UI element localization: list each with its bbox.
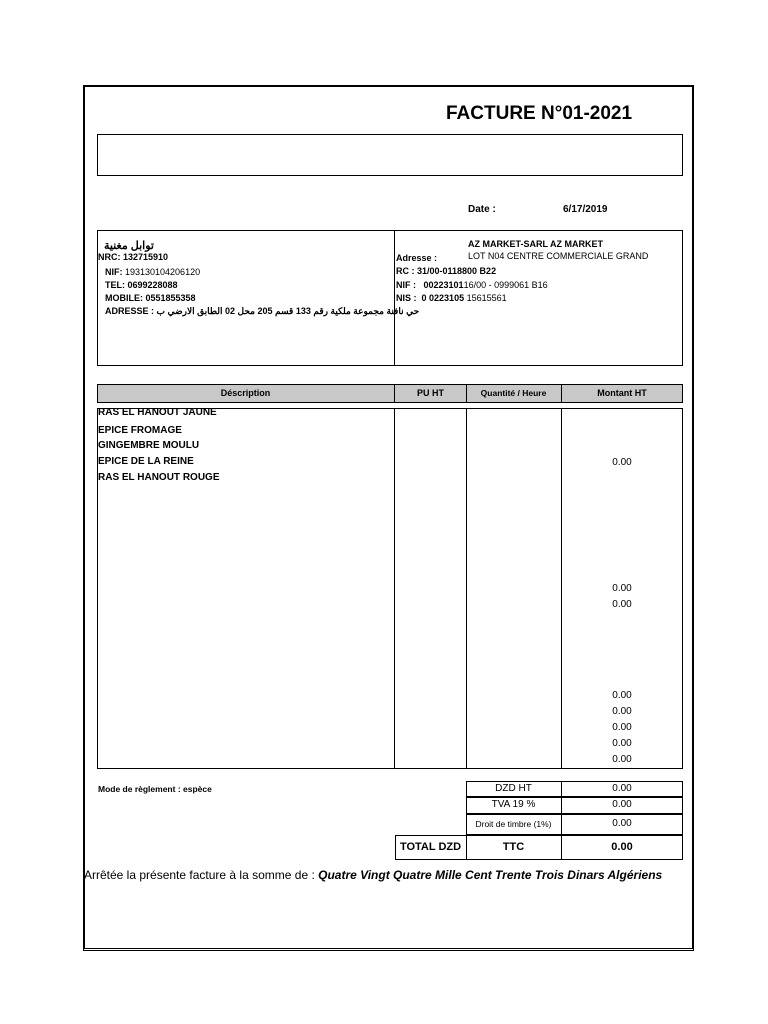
timbre-value: 0.00 — [612, 818, 632, 829]
body-divider-1 — [394, 408, 395, 769]
seller-nis-bold: 0 0223105 — [421, 293, 465, 303]
client-mobile: MOBILE: 0551855358 — [105, 293, 196, 303]
tva-value: 0.00 — [612, 799, 632, 810]
amount-in-words-prefix: Arrêtée la présente facture à la somme de : — [84, 868, 319, 882]
item-description: RAS EL HANOUT JAUNE — [98, 407, 217, 418]
seller-rc: RC : 31/00-0118800 B22 — [396, 266, 497, 276]
header-pu-ht: PU HT — [417, 388, 444, 398]
tva-label: TVA 19 % — [491, 799, 536, 810]
item-amount: 0.00 — [612, 457, 632, 468]
client-nif — [105, 267, 200, 277]
payment-mode: Mode de règlement : espèce — [98, 784, 212, 794]
client-nrc: NRC: 132715910 — [98, 252, 169, 262]
seller-nis-rest: 15615561 — [466, 293, 507, 303]
seller-adresse-label: Adresse : — [396, 253, 438, 263]
seller-nif — [396, 280, 548, 290]
client-adresse: ADRESSE : حي نافنة مجموعة ملكية رقم 133 قسم 205 محل 02 الطابق الارضي ب — [105, 306, 420, 316]
ttc-value: 0.00 — [611, 841, 633, 853]
date-label: Date : — [468, 204, 496, 215]
timbre-label: Droit de timbre (1%) — [475, 819, 552, 829]
body-divider-2 — [466, 408, 467, 769]
invoice-title — [446, 103, 632, 125]
item-amount: 0.00 — [612, 754, 632, 765]
dzd-ht-value: 0.00 — [612, 783, 632, 794]
date-value: 6/17/2019 — [563, 204, 608, 215]
client-name-ar: توابل مغنية — [104, 240, 154, 252]
item-amount: 0.00 — [612, 599, 632, 610]
invoice-number: 01-2021 — [562, 103, 633, 124]
item-amount: 0.00 — [612, 706, 632, 717]
item-amount: 0.00 — [612, 738, 632, 749]
ttc-label: TTC — [502, 841, 525, 853]
item-amount: 0.00 — [612, 722, 632, 733]
seller-nif-rest: 16/00 - 0999061 B16 — [463, 280, 548, 290]
seller-nis — [396, 293, 507, 303]
total-dzd-label: TOTAL DZD — [399, 841, 462, 853]
seller-nif-label: NIF : — [396, 280, 416, 290]
item-description: GINGEMBRE MOULU — [98, 440, 200, 451]
seller-nif-bold: 00223101 — [423, 280, 464, 290]
header-montant: Montant HT — [597, 388, 647, 398]
client-nif-value: 193130104206120 — [125, 267, 201, 277]
amount-in-words: Quatre Vingt Quatre Mille Cent Trente Trois Dinars Algériens — [318, 868, 663, 882]
amount-in-words-line — [84, 868, 662, 882]
client-nif-label: NIF: — [105, 267, 125, 277]
item-description: EPICE FROMAGE — [98, 425, 182, 436]
header-quantite: Quantité / Heure — [480, 388, 547, 398]
dzd-ht-label: DZD HT — [495, 783, 532, 794]
item-description: RAS EL HANOUT ROUGE — [98, 472, 220, 483]
header-description: Déscription — [220, 388, 271, 398]
item-description: EPICE DE LA REINE — [98, 456, 194, 467]
item-amount: 0.00 — [612, 690, 632, 701]
item-amount: 0.00 — [612, 583, 632, 594]
invoice-header-box — [97, 134, 683, 176]
party-divider — [394, 230, 395, 366]
seller-nis-label: NIS : — [396, 293, 417, 303]
seller-name: AZ MARKET-SARL AZ MARKET — [468, 239, 603, 249]
client-tel: TEL: 0699228088 — [105, 280, 178, 290]
invoice-title-label: FACTURE N° — [446, 103, 563, 124]
seller-adresse-value: LOT N04 CENTRE COMMERCIALE GRAND — [468, 251, 649, 261]
